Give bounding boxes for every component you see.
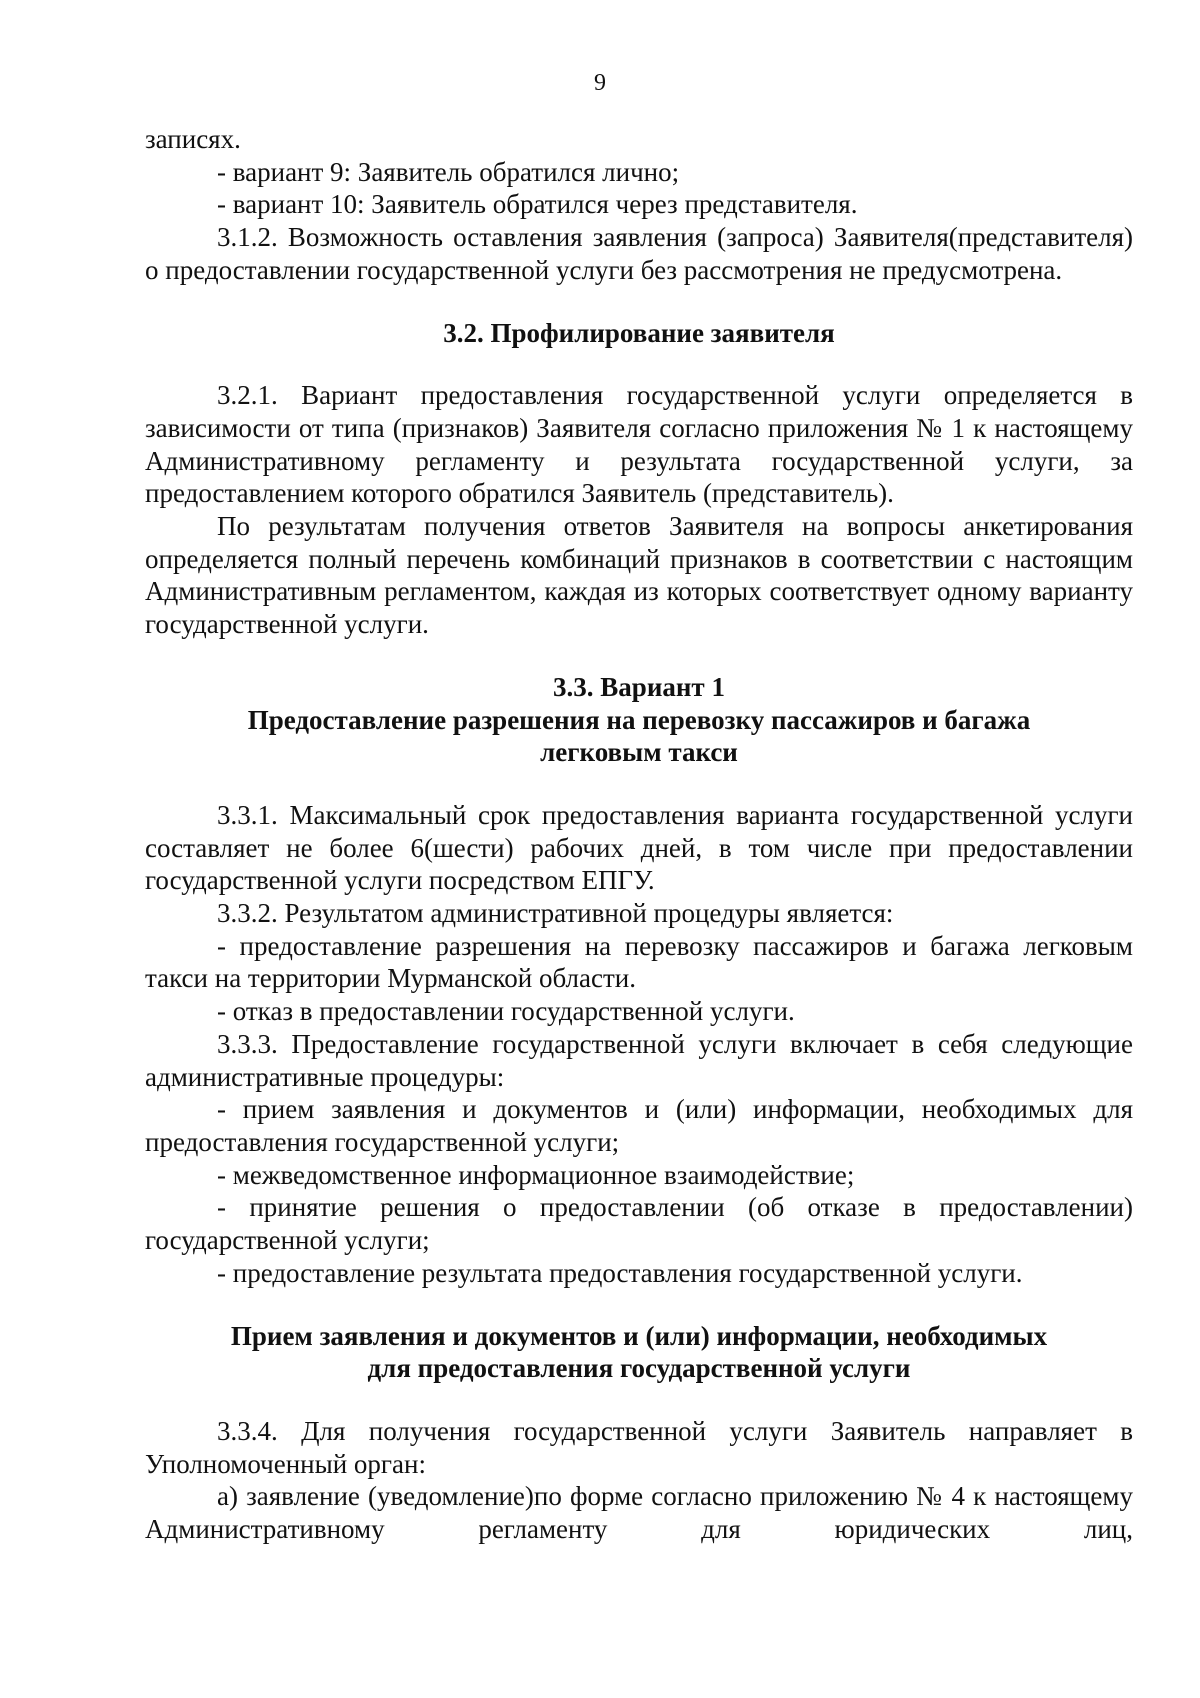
paragraph: - предоставление результата предоставления государственной услуги. [217,1257,1023,1288]
paragraph: - отказ в предоставлении государственной услуги. [217,996,795,1027]
page-number: 9 [594,70,606,96]
paragraph: - предоставление разрешения на перевозку пассажиров и багажа легковым такси на территории Мурманской области. [145,930,1133,994]
paragraph: - вариант 10: Заявитель обратился через представителя. [217,189,858,220]
paragraph: 3.2.1. Вариант предоставления государственной услуги определяется в зависимости от типа (признаков) Заявителя согласно приложения № 1 к настоящему Административному регламенту и результата государственной услуги, за предоставлением которого обратился Заявитель (представитель). [145,380,1133,509]
section-heading: Прием заявления и документов и (или) информации, необходимых [230,1320,1048,1351]
paragraph: - межведомственное информационное взаимодействие; [217,1159,855,1190]
paragraph: - вариант 9: Заявитель обратился лично; [217,156,680,187]
paragraph: записях. [145,124,241,154]
document-body [145,123,1133,1546]
section-heading: легковым такси [540,737,738,768]
paragraph: 3.1.2. Возможность оставления заявления (запроса) Заявителя(представителя) о предоставлении государственной услуги без рассмотрения не предусмотрена. [145,222,1133,285]
paragraph: 3.3.4. Для получения государственной услуги Заявитель направляет в Уполномоченный орган: [145,1415,1133,1479]
paragraph: - принятие решения о предоставлении (об отказе в предоставлении) государственной услуги; [145,1192,1133,1256]
paragraph: а) заявление (уведомление)по форме согласно приложению № 4 к настоящему Административному регламенту для юридических лиц, [145,1481,1133,1545]
paragraph: 3.3.2. Результатом административной процедуры является: [217,898,894,929]
section-heading: Предоставление разрешения на перевозку пассажиров и багажа [247,704,1031,735]
paragraph: 3.3.3. Предоставление государственной услуги включает в себя следующие административные процедуры: [145,1028,1133,1092]
paragraph: 3.3.1. Максимальный срок предоставления варианта государственной услуги составляет не более 6(шести) рабочих дней, в том числе при предоставлении государственной услуги посредством ЕПГУ. [145,799,1133,896]
section-heading: для предоставления государственной услуги [367,1353,911,1384]
section-heading: 3.3. Вариант 1 [553,671,725,702]
paragraph: По результатам получения ответов Заявителя на вопросы анкетирования определяется полный перечень комбинаций признаков в соответствии с настоящим Административным регламентом, каждая из которых соответствует одному варианту государственной услуги. [145,511,1133,640]
section-heading: 3.2. Профилирование заявителя [443,317,835,348]
paragraph: - прием заявления и документов и (или) информации, необходимых для предоставления государственной услуги; [145,1094,1133,1157]
